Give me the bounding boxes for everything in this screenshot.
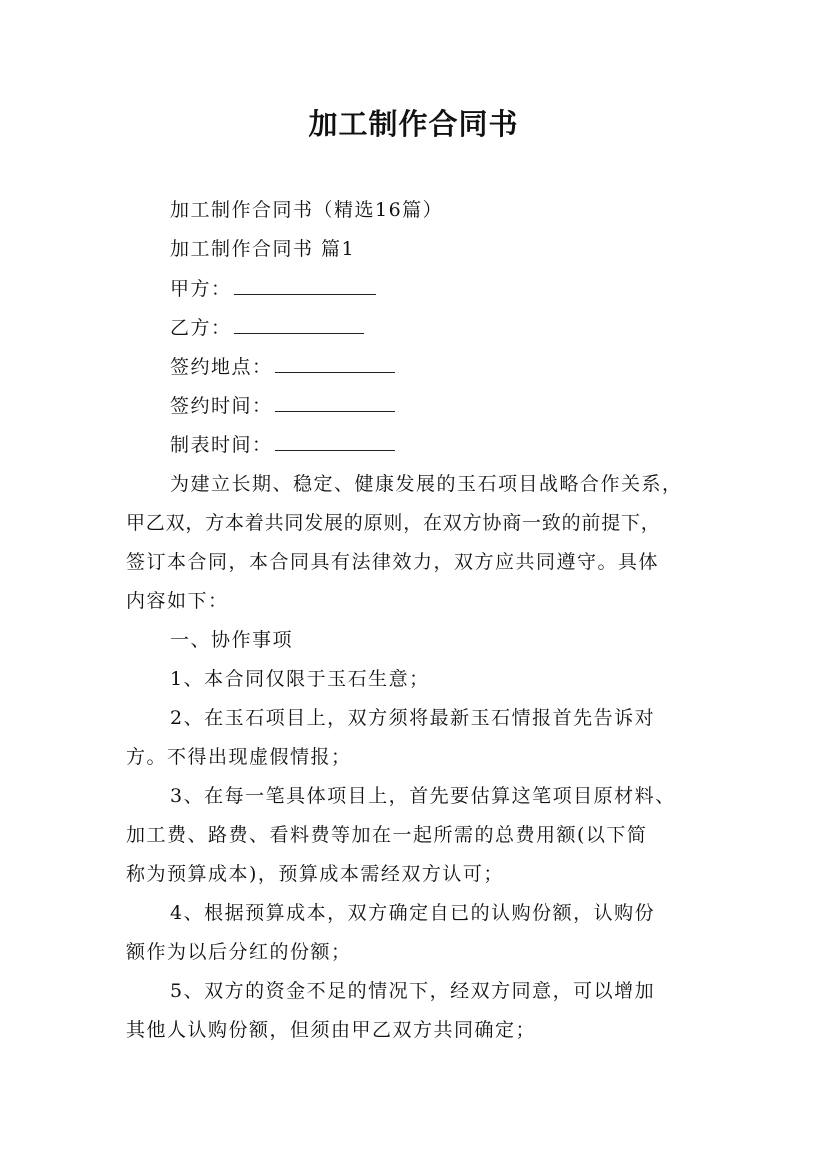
table-time-blank bbox=[275, 430, 395, 451]
clause-2-line-2: 方。不得出现虚假情报； bbox=[126, 746, 352, 768]
table-time-label: 制表时间： bbox=[170, 434, 273, 456]
party-b-field bbox=[170, 313, 364, 343]
clause-4-line-1: 4、根据预算成本，双方确定自已的认购份额，认购份 bbox=[170, 902, 656, 924]
clause-3-line-3: 称为预算成本)，预算成本需经双方认可； bbox=[126, 863, 504, 885]
document-subtitle: 加工制作合同书（精选16篇） bbox=[170, 199, 444, 221]
clause-2-line-1: 2、在玉石项目上，双方须将最新玉石情报首先告诉对 bbox=[170, 707, 656, 729]
intro-line-4: 内容如下： bbox=[126, 590, 229, 612]
clause-5-line-1: 5、双方的资金不足的情况下，经双方同意，可以增加 bbox=[170, 980, 656, 1002]
section-heading: 加工制作合同书 篇1 bbox=[170, 238, 356, 260]
party-a-label: 甲方： bbox=[170, 278, 232, 300]
party-a-field bbox=[170, 274, 376, 304]
clause-heading: 一、协作事项 bbox=[170, 629, 294, 651]
clause-4-line-2: 额作为以后分红的份额； bbox=[126, 941, 352, 963]
clause-5-line-2: 其他人认购份额，但须由甲乙双方共同确定； bbox=[126, 1019, 537, 1041]
party-a-blank bbox=[234, 274, 376, 295]
signing-time-blank bbox=[275, 391, 395, 412]
party-b-blank bbox=[234, 313, 364, 334]
party-b-label: 乙方： bbox=[170, 317, 232, 339]
table-time-field bbox=[170, 430, 395, 460]
clause-3-line-2: 加工费、路费、看料费等加在一起所需的总费用额(以下简 bbox=[126, 824, 648, 846]
intro-line-3: 签订本合同，本合同具有法律效力，双方应共同遵守。具体 bbox=[126, 551, 660, 573]
clause-1-line-1: 1、本合同仅限于玉石生意； bbox=[170, 668, 430, 690]
signing-place-label: 签约地点： bbox=[170, 356, 273, 378]
signing-time-label: 签约时间： bbox=[170, 395, 273, 417]
intro-line-2: 甲乙双，方本着共同发展的原则，在双方协商一致的前提下， bbox=[126, 512, 661, 534]
intro-line-1: 为建立长期、稳定、健康发展的玉石项目战略合作关系， bbox=[170, 473, 683, 495]
signing-place-blank bbox=[275, 352, 395, 373]
signing-time-field bbox=[170, 391, 395, 421]
document-title: 加工制作合同书 bbox=[308, 107, 519, 141]
clause-3-line-1: 3、在每一笔具体项目上，首先要估算这笔项目原材料、 bbox=[170, 785, 676, 807]
signing-place-field bbox=[170, 352, 395, 382]
